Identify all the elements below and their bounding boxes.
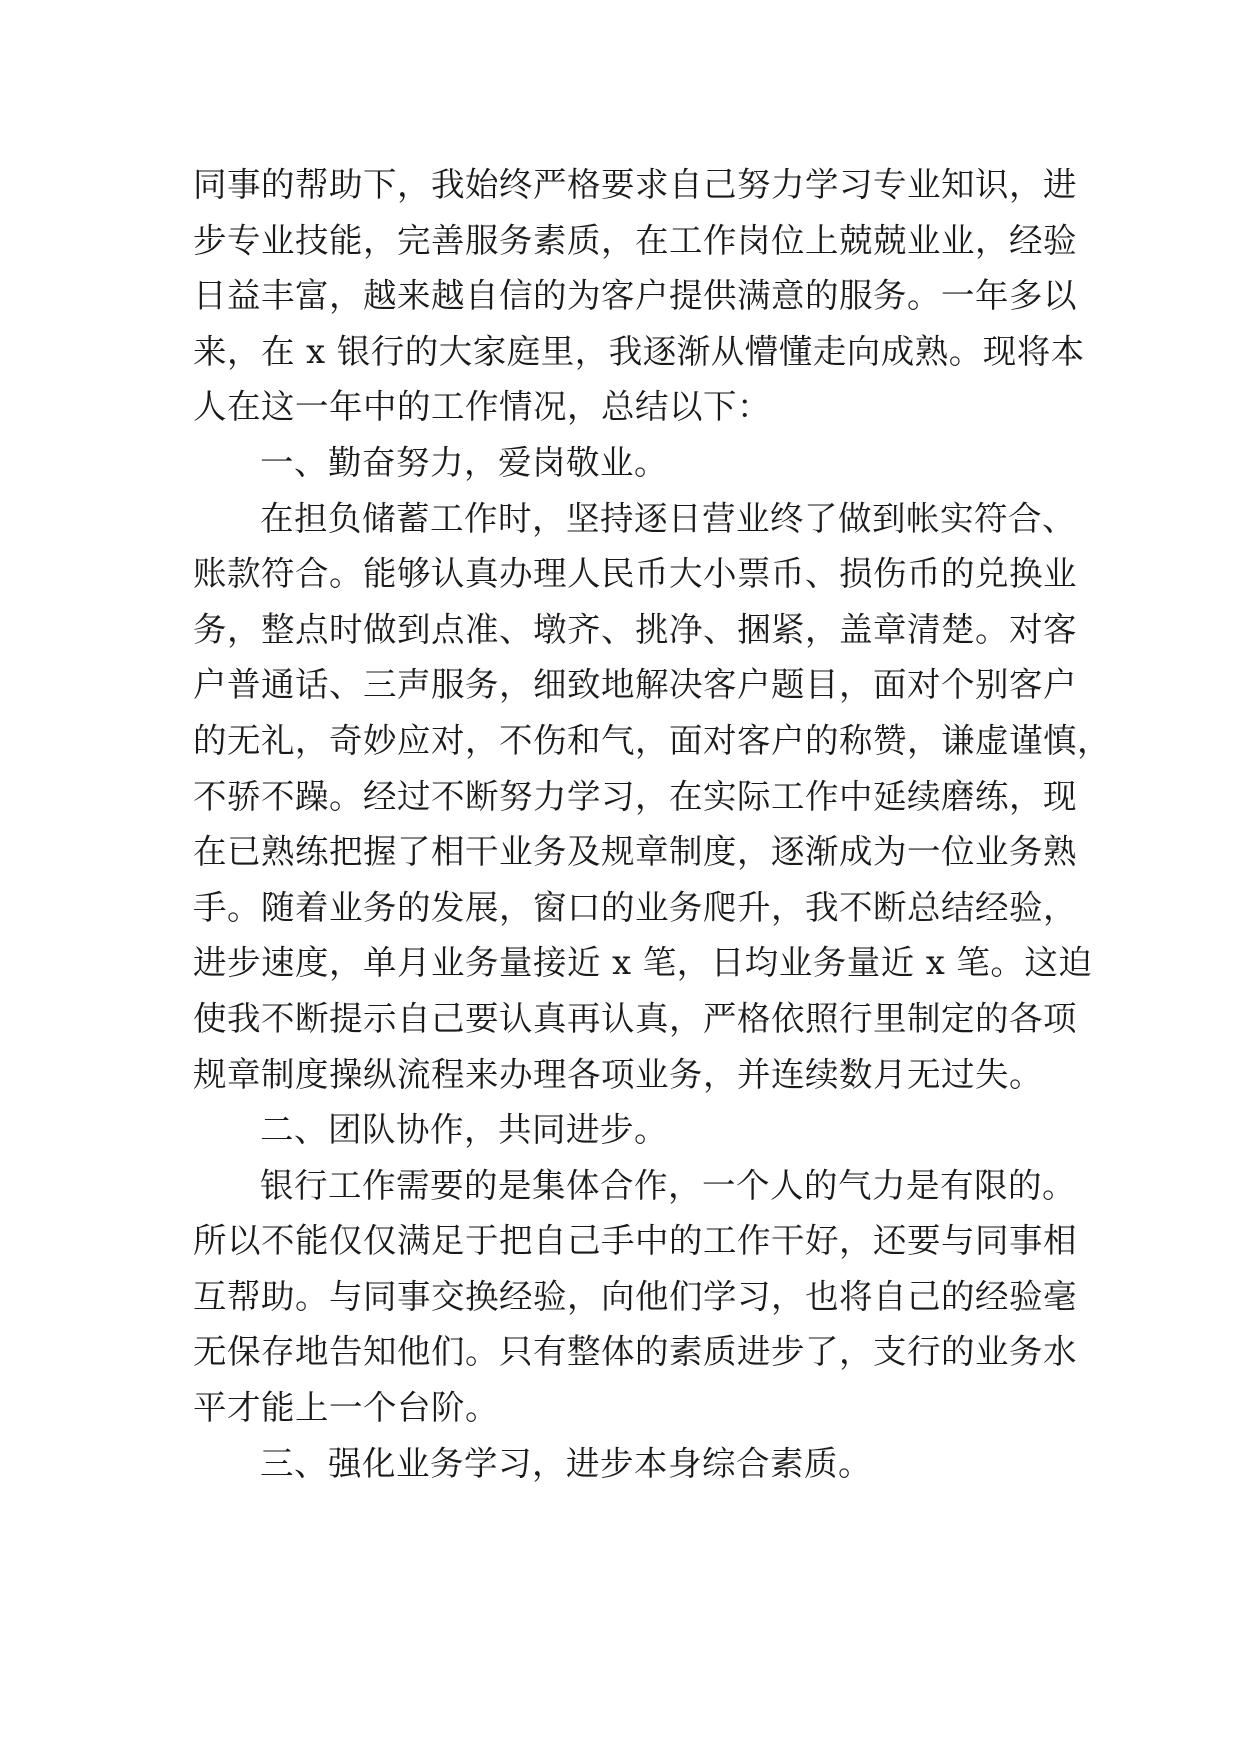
text-line: 在担负储蓄工作时，坚持逐日营业终了做到帐实符合、 [260,498,1076,538]
document-body [193,157,1111,1491]
text-line: 规章制度操纵流程来办理各项业务，并连续数月无过失。 [193,1054,1043,1094]
text-line: 使我不断提示自己要认真再认真，严格依照行里制定的各项 [193,998,1077,1038]
text-line: 互帮助。与同事交换经验，向他们学习，也将自己的经验毫 [193,1276,1077,1316]
text-line: 户普通话、三声服务，细致地解决客户题目，面对个别客户 [193,665,1077,705]
section-heading: 一、勤奋努力，爱岗敬业。 [260,442,668,482]
text-line: 在已熟练把握了相干业务及规章制度，逐渐成为一位业务熟 [193,832,1077,872]
text-line: 务，整点时做到点准、墩齐、挑净、捆紧，盖章清楚。对客 [193,609,1077,649]
text-line: 银行工作需要的是集体合作，一个人的气力是有限的。 [260,1165,1076,1205]
section-heading: 三、强化业务学习，进步本身综合素质。 [260,1443,872,1483]
text-line: 账款符合。能够认真办理人民币大小票币、损伤币的兑换业 [193,554,1077,594]
text-line: 无保存地告知他们。只有整体的素质进步了，支行的业务水 [193,1332,1077,1372]
text-line: 所以不能仅仅满足于把自己手中的工作干好，还要与同事相 [193,1221,1077,1261]
text-line: 日益丰富，越来越自信的为客户提供满意的服务。一年多以 [193,276,1077,316]
text-line: 人在这一年中的工作情况，总结以下： [193,387,771,427]
text-line: 进步速度，单月业务量接近 x 笔，日均业务量近 x 笔。这迫 [193,943,1093,983]
text-line: 手。随着业务的发展，窗口的业务爬升，我不断总结经验， [193,887,1077,927]
text-line: 步专业技能，完善服务素质，在工作岗位上兢兢业业，经验 [193,220,1077,260]
text-line: 的无礼，奇妙应对，不伤和气，面对客户的称赞，谦虚谨慎， [193,720,1111,760]
section-heading: 二、团队协作，共同进步。 [260,1110,668,1150]
text-line: 不骄不躁。经过不断努力学习，在实际工作中延续磨练，现 [193,776,1077,816]
text-line: 同事的帮助下，我始终严格要求自己努力学习专业知识，进 [193,165,1077,204]
text-line: 平才能上一个台阶。 [193,1388,499,1428]
text-line: 来，在 x 银行的大家庭里，我逐渐从懵懂走向成熟。现将本 [193,331,1085,371]
